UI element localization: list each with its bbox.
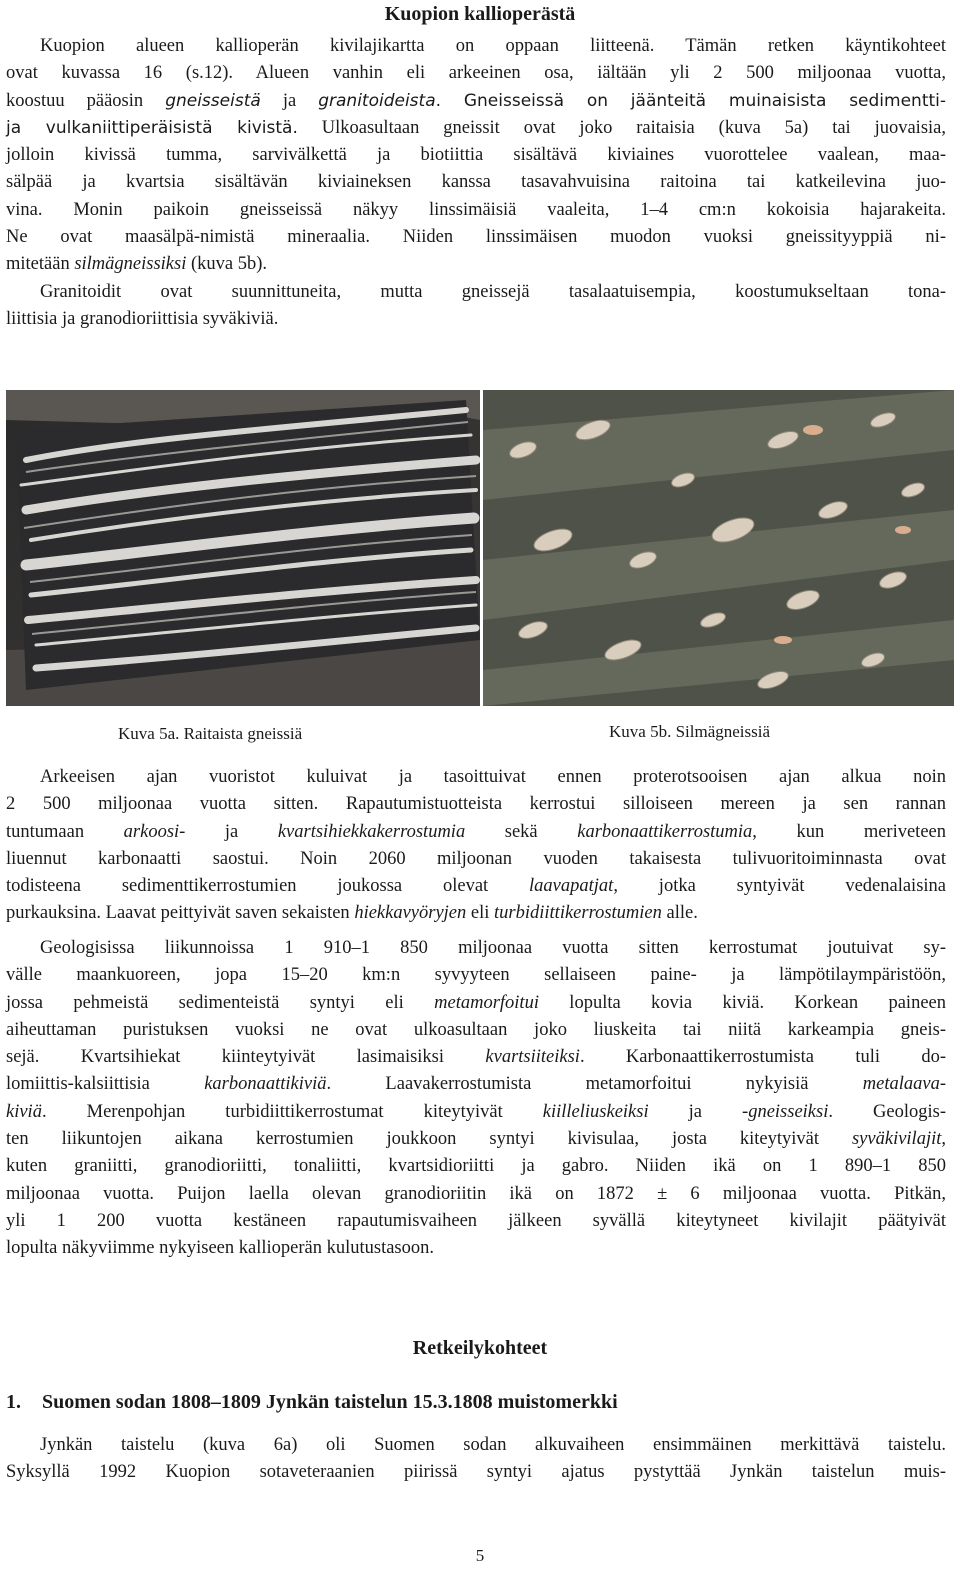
term-metamorfoitui: metamorfoitui <box>434 992 539 1013</box>
paragraph-intro <box>6 33 946 279</box>
term-kvartsiiteiksi: kvartsiiteiksi <box>485 1047 580 1068</box>
text-run: ja vulkaniittiperäisistä kivistä. <box>6 117 298 138</box>
text-line: 2 500 miljoonaa vuotta sitten. Rapautumistuotteista kerrostui silloiseen mereen ja sen rannan <box>6 794 946 815</box>
text-run: ja <box>648 1101 743 1122</box>
text-run: . Laavakerrostumista metamorfoitui nykyisiä <box>326 1074 863 1095</box>
photo-augen-gneiss <box>483 390 954 706</box>
term-karbonaattikerrostumia: karbonaattikerrostumia <box>577 821 753 842</box>
text-run: koostuu pääosin <box>6 90 166 111</box>
term-granitoideista: granitoideista <box>318 90 436 111</box>
text-run: lopulta kovia kiviä. Korkean paineen <box>538 992 946 1013</box>
text-run: . Gneisseissä on jäänteitä muinaisista sedimentti- <box>435 90 947 111</box>
text-line: miljoonaa vuotta. Puijon laella olevan granodioriitin ikä on 1872 ± 6 miljoonaa vuotta. Pitkän, <box>6 1183 946 1204</box>
text-line: Geologisissa liikunnoissa 1 910–1 850 miljoonaa vuotta sitten kerrostumat joutuivat sy- <box>40 938 946 958</box>
text-line: vina. Monin paikoin gneisseissä näkyy linssimäisiä vaaleita, 1–4 cm:n kokoisia hajarakeita. <box>6 199 946 220</box>
text-run: ja <box>185 821 278 842</box>
text-run: (kuva 5b). <box>186 254 268 275</box>
text-run: . Merenpohjan turbidiittikerrostumat kiteytyivät <box>41 1101 543 1122</box>
caption-5b: Kuva 5b. Silmägneissiä <box>609 722 771 741</box>
paragraph-granitoids <box>6 279 946 334</box>
text-line: Arkeeisen ajan vuoristot kuluivat ja tasoittuivat ennen proterotsooisen ajan alkua noin <box>40 767 946 787</box>
term-kvartsihiekkakerrostumia: kvartsihiekkakerrostumia <box>277 821 466 842</box>
paragraph-proterozoic <box>6 764 946 928</box>
text-line: kuten graniitti, granodioriitti, tonaliitti, kvartsidioriitti ja gabro. Niiden ikä on 1 890–1 850 <box>6 1156 946 1177</box>
photo-banded-gneiss <box>6 390 480 706</box>
item-number: 1. <box>6 1391 21 1413</box>
augen-gneiss-image <box>483 390 954 706</box>
text-line: lopulta näkyviimme nykyiseen kallioperän kulutustasoon. <box>6 1238 434 1259</box>
term-gneisseiksi: -gneisseiksi <box>742 1101 829 1122</box>
item-title: Suomen sodan 1808–1809 Jynkän taistelun 15.3.1808 muistomerkki <box>42 1391 618 1413</box>
term-silmagneissiksi: silmägneissiksi <box>74 254 187 275</box>
text-run: . Geologis- <box>828 1101 946 1122</box>
text-run: todisteena sedimenttikerrostumien joukossa olevat <box>6 876 530 897</box>
text-run: , <box>941 1129 946 1150</box>
text-line: liuennut karbonaatti saostui. Noin 2060 miljoonan vuoden takaisesta tulivuoritoiminnasta ovat <box>6 848 946 869</box>
text-run: sekä <box>465 821 578 842</box>
page-number: 5 <box>475 1546 485 1565</box>
text-run: mitetään <box>6 254 75 275</box>
term-kiilleliuskeiksi: kiilleliuskeiksi <box>542 1101 649 1122</box>
text-line: jolloin kivissä tumma, sarvivälkettä ja biotiittia sisältävä kiviaines vuorottelee vaalean, maa- <box>6 145 946 166</box>
text-line: Jynkän taistelu (kuva 6a) oli Suomen sodan alkuvaiheen ensimmäinen merkittävä taistelu. <box>40 1435 946 1455</box>
text-line: Ne ovat maasälpä-nimistä mineraalia. Niiden linssimäisen muodon vuoksi gneissityyppiä ni- <box>6 227 946 248</box>
term-laavapatjat: laavapatjat <box>529 876 614 897</box>
text-line: välle maankuoreen, jopa 15–20 km:n syvyyteen sellaiseen paine- ja lämpötilaympäristöön, <box>6 965 946 986</box>
text-run: eli <box>466 903 495 924</box>
term-hiekkavyoryjen: hiekkavyöryjen <box>354 903 467 924</box>
text-run: , kun meriveteen <box>752 821 946 842</box>
term-turbidiittikerrostumien: turbidiittikerrostumien <box>494 903 662 924</box>
text-run: ja <box>260 90 319 111</box>
term-kivia: kiviä <box>6 1101 42 1122</box>
caption-5a: Kuva 5a. Raitaista gneissiä <box>118 724 303 743</box>
term-gneisseista: gneisseistä <box>165 90 261 111</box>
term-syvakivilajit: syväkivilajit <box>851 1129 942 1150</box>
paragraph-jynkka <box>6 1432 946 1487</box>
text-run: sejä. Kvartsihiekat kiinteytyivät lasimaisiksi <box>6 1047 486 1068</box>
text-run: ten liikuntojen aikana kerrostumien joukkoon syntyi kivisulaa, josta kiteytyivät <box>6 1129 852 1150</box>
text-line: sälpää ja kvartsia sisältävän kiviaineksen kanssa tasavahvuisina raitoina tai katkeilevina juo- <box>6 172 946 193</box>
page-title: Kuopion kallioperästä <box>384 3 576 25</box>
text-run: jossa pehmeistä sedimenteistä syntyi eli <box>6 992 435 1013</box>
item-heading <box>6 1391 618 1414</box>
paragraph-metamorphism <box>6 935 946 1263</box>
text-run: . Karbonaattikerrostumista tuli do- <box>579 1047 947 1068</box>
text-line: liittisia ja granodioriittisia syväkiviä. <box>6 309 279 330</box>
section-heading: Retkeilykohteet <box>412 1337 548 1359</box>
text-line: Granitoidit ovat suunnittuneita, mutta gneissejä tasalaatuisempia, koostumukseltaan tona- <box>40 282 946 302</box>
term-karbonaattikivia: karbonaattikiviä <box>204 1074 327 1095</box>
text-run: , jotka syntyivät vedenalaisina <box>613 876 947 897</box>
text-line: aiheuttaman puristuksen vuoksi ne ovat ulkoasultaan joko liuskeita tai niitä karkeampia gneis- <box>6 1019 946 1040</box>
text-run: alle. <box>661 903 698 924</box>
text-run: tuntumaan <box>6 821 124 842</box>
text-line: Kuopion alueen kallioperän kivilajikartta on oppaan liitteenä. Tämän retken käyntikohteet <box>40 36 946 56</box>
text-run: lomiittis-kalsiittisia <box>6 1074 205 1095</box>
term-metalaava: metalaava- <box>862 1074 946 1095</box>
text-run: Ulkoasultaan gneissit ovat joko raitaisia (kuva 5a) tai juovaisia, <box>297 117 946 138</box>
text-run: purkauksina. Laavat peittyivät saven sekaisten <box>6 903 355 924</box>
text-line: ovat kuvassa 16 (s.12). Alueen vanhin eli arkeeinen osa, iältään yli 2 500 miljoonaa vuotta, <box>6 63 946 84</box>
banded-gneiss-image <box>6 390 480 706</box>
term-arkoosi: arkoosi- <box>123 821 186 842</box>
text-line: Syksyllä 1992 Kuopion sotaveteraanien piirissä syntyi ajatus pystyttää Jynkän taistelun muis- <box>6 1462 946 1483</box>
text-line: yli 1 200 vuotta kestäneen rapautumisvaiheen jälkeen syvällä kiteytyneet kivilajit päätyivät <box>6 1210 946 1231</box>
